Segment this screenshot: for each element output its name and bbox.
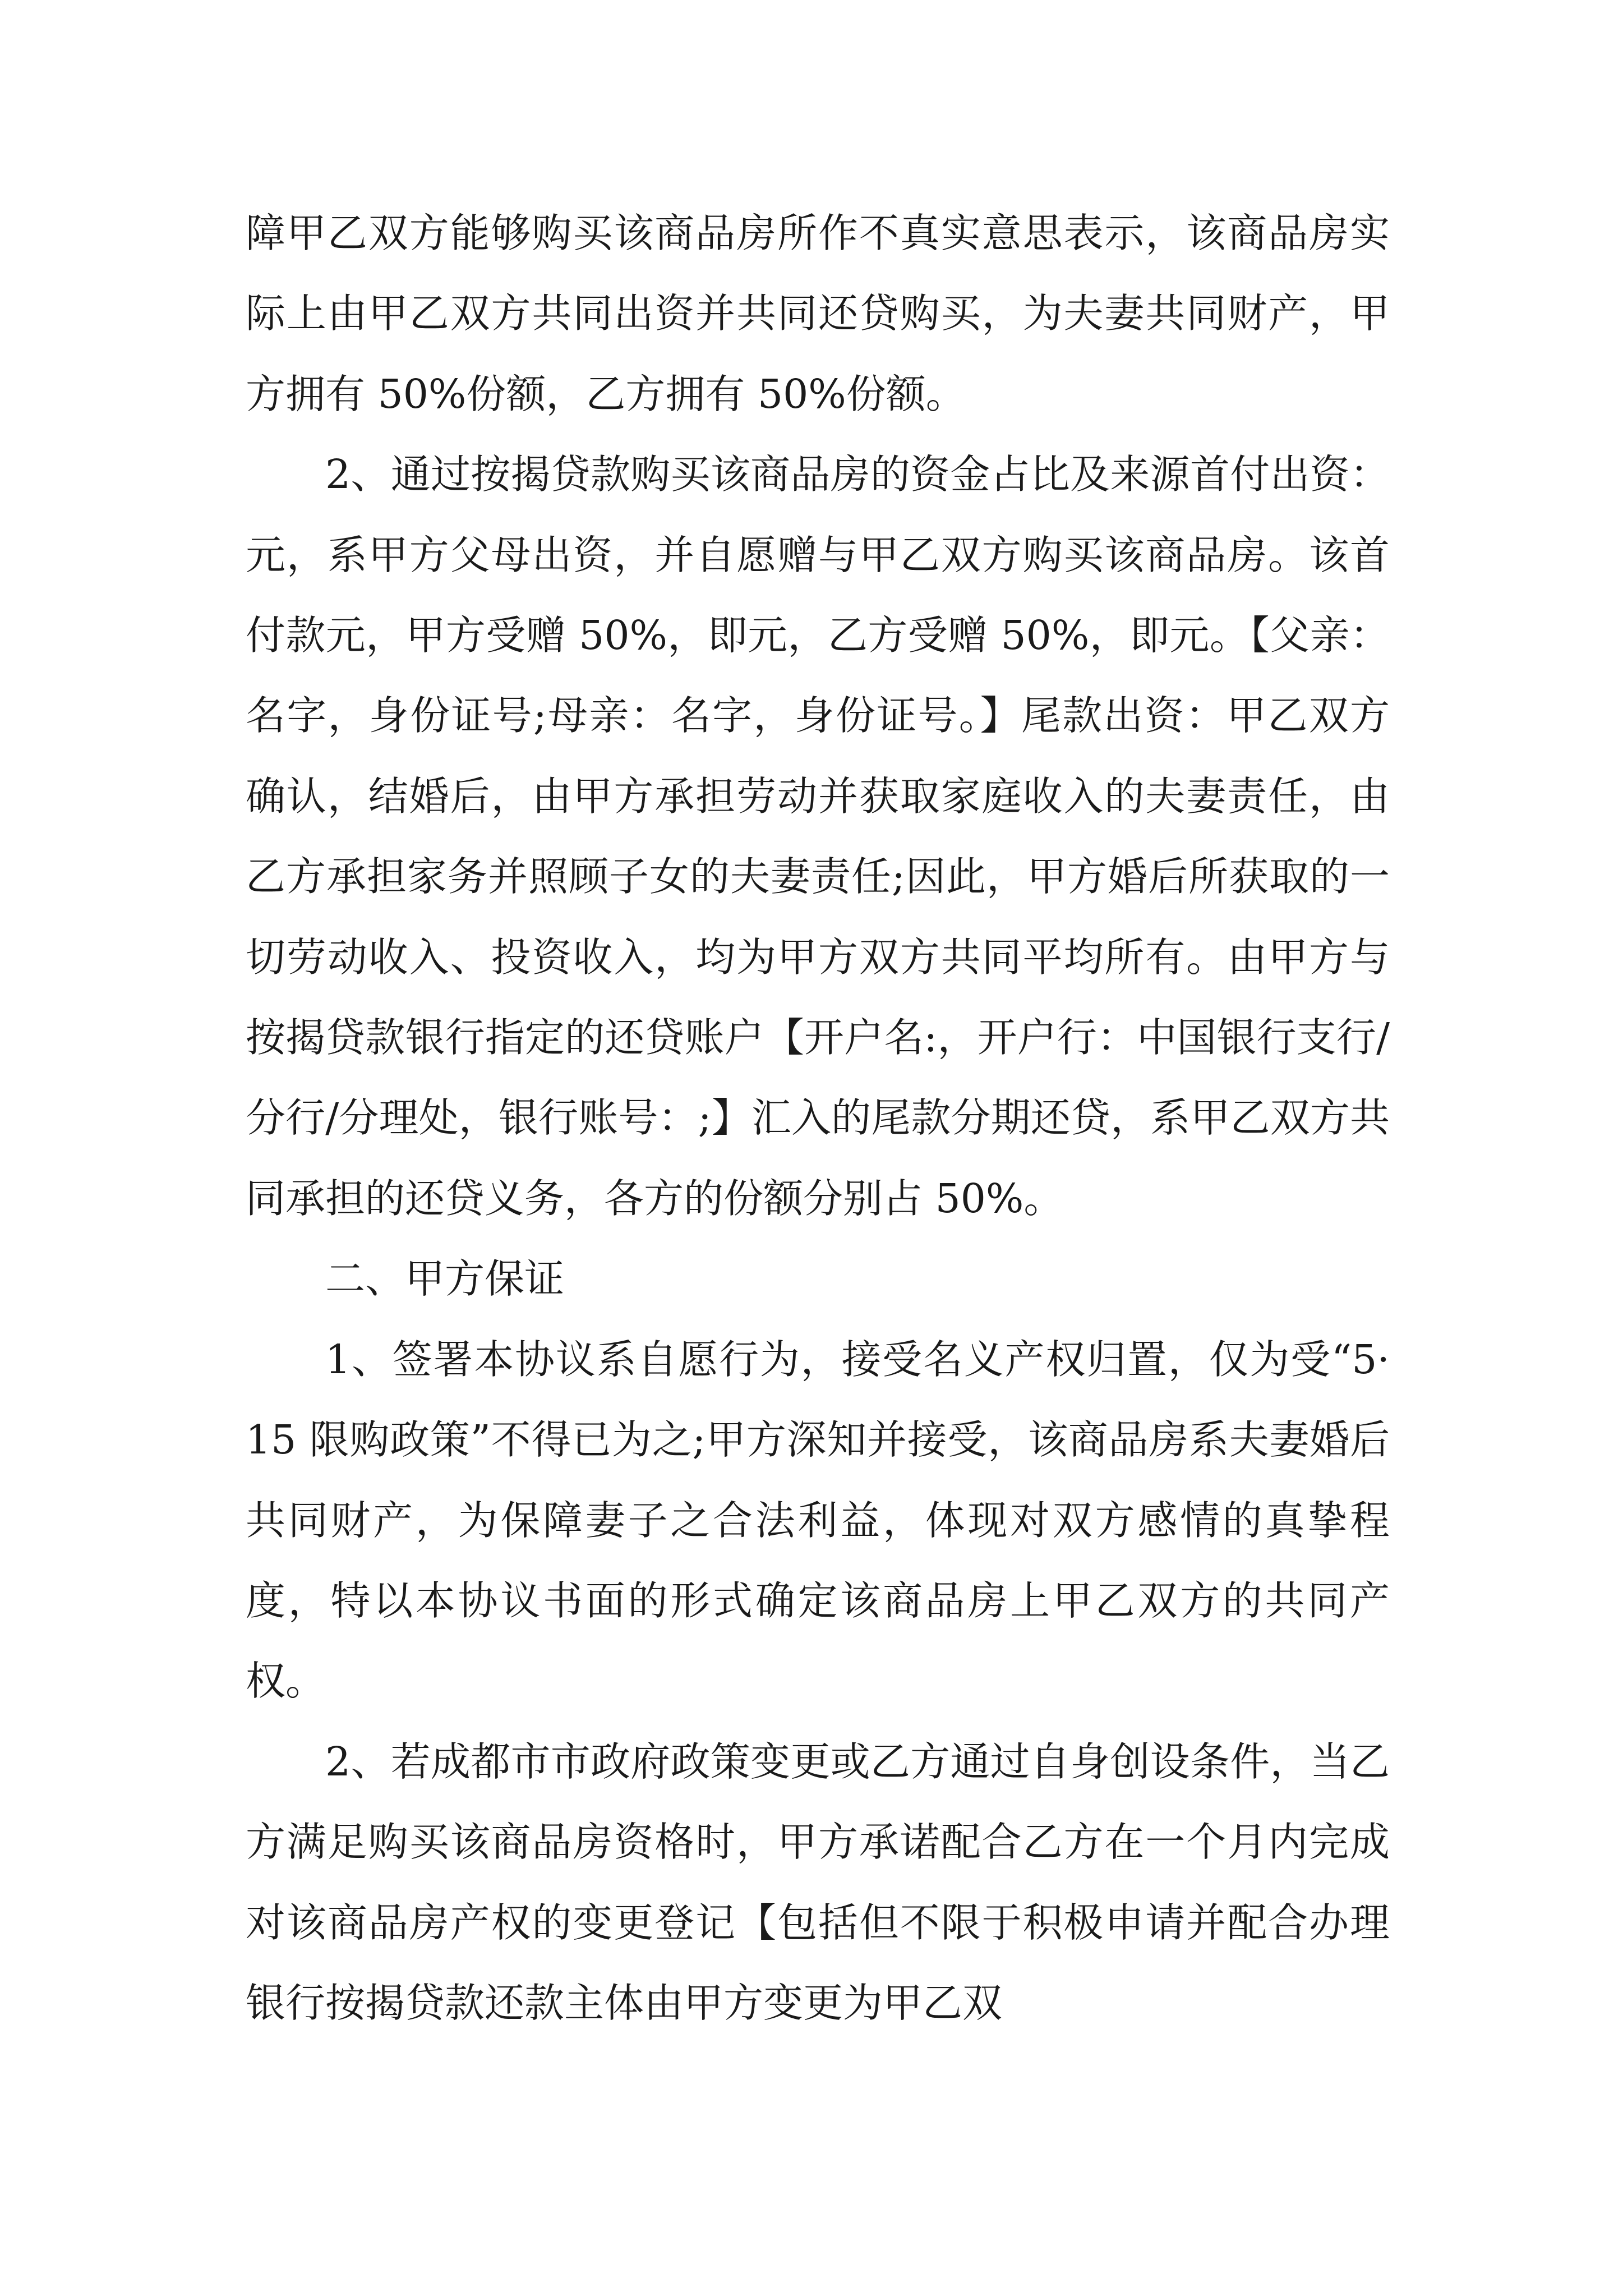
paragraph-clause-2: 2、通过按揭贷款购买该商品房的资金占比及来源首付出资：元，系甲方父母出资，并自愿赠与甲乙双方购买该商品房。该首付款元，甲方受赠 50%，即元，乙方受赠 50%，即元。【父亲：名字，身份证号;母亲：名字，身份证号。】尾款出资：甲乙双方确认，结婚后，由甲方承担劳动并获取家庭收入的夫妻责任，由乙方承担家务并照顾子女的夫妻责任;因此，甲方婚后所获取的一切劳动收入、投资收入，均为甲方双方共同平均所有。由甲方与按揭贷款银行指定的还贷账户【开户名:，开户行：中国银行支行/分行/分理处，银行账号：;】汇入的尾款分期还贷，系甲乙双方共同承担的还贷义务，各方的份额分别占 50%。 — [246, 451, 1390, 1222]
paragraph-continuation: 障甲乙双方能够购买该商品房所作不真实意思表示，该商品房实际上由甲乙双方共同出资并共同还贷购买，为夫妻共同财产，甲方拥有 50%份额，乙方拥有 50%份额。 — [246, 210, 1390, 417]
document-body — [246, 193, 1390, 2043]
paragraph-guarantee-1: 1、签署本协议系自愿行为，接受名义产权归置，仅为受“5·15 限购政策”不得已为之;甲方深知并接受，该商品房系夫妻婚后共同财产，为保障妻子之合法利益，体现对双方感情的真挚程度，特以本协议书面的形式确定该商品房上甲乙双方的共同产权。 — [246, 1336, 1390, 1705]
section-heading-party-a-guarantee: 二、甲方保证 — [325, 1255, 565, 1303]
paragraph-guarantee-2: 2、若成都市市政府政策变更或乙方通过自身创设条件，当乙方满足购买该商品房资格时，甲方承诺配合乙方在一个月内完成对该商品房产权的变更登记【包括但不限于积极申请并配合办理银行按揭贷款还款主体由甲方变更为甲乙双 — [246, 1738, 1390, 2026]
